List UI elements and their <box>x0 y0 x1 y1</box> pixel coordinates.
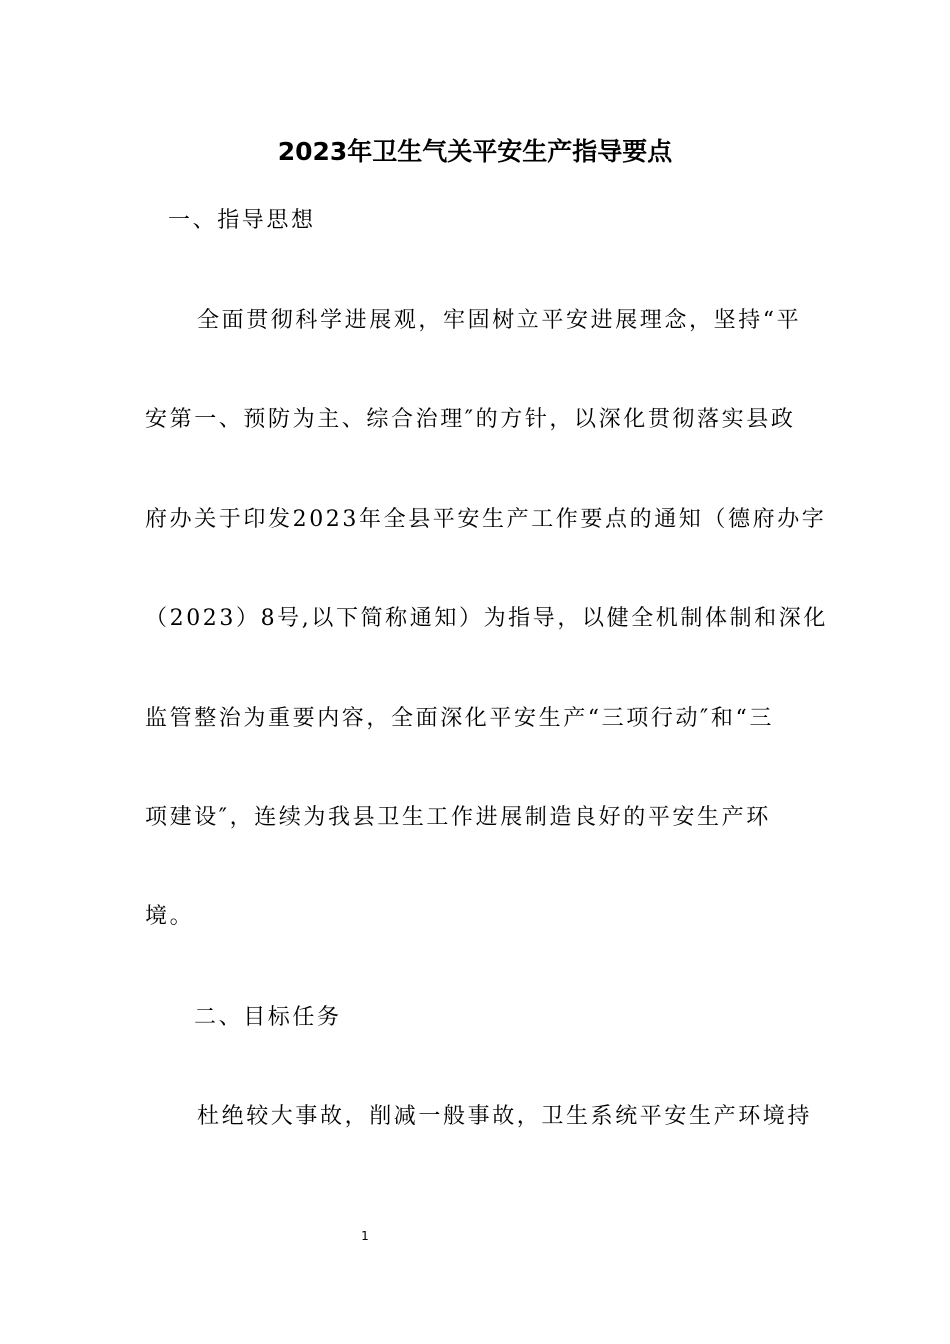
page-number: 1 <box>361 1229 369 1243</box>
paragraph-line: 项建设″，连续为我县卫生工作进展制造良好的平安生产环 <box>145 805 771 830</box>
paragraph-line: （2023）8号,以下简称通知）为指导，以健全机制体制和深化 <box>145 606 828 631</box>
document-title: 2023年卫生气关平安生产指导要点 <box>277 137 673 166</box>
paragraph-line: 境。 <box>145 904 195 929</box>
paragraph-line: 安第一、预防为主、综合治理″的方针，以深化贯彻落实县政 <box>145 407 796 432</box>
paragraph-line: 全面贯彻科学进展观，牢固树立平安进展理念，坚持“平 <box>197 308 802 333</box>
paragraph-line: 杜绝较大事故，削减一般事故，卫生系统平安生产环境持 <box>197 1104 813 1129</box>
section-heading-guiding-ideology: 一、指导思想 <box>168 208 316 233</box>
paragraph-line: 府办关于印发2023年全县平安生产工作要点的通知（德府办字 <box>145 507 827 532</box>
section-heading-goals-tasks: 二、目标任务 <box>194 1005 342 1030</box>
paragraph-line: 监管整治为重要内容，全面深化平安生产“三项行动″和“三 <box>145 706 774 731</box>
